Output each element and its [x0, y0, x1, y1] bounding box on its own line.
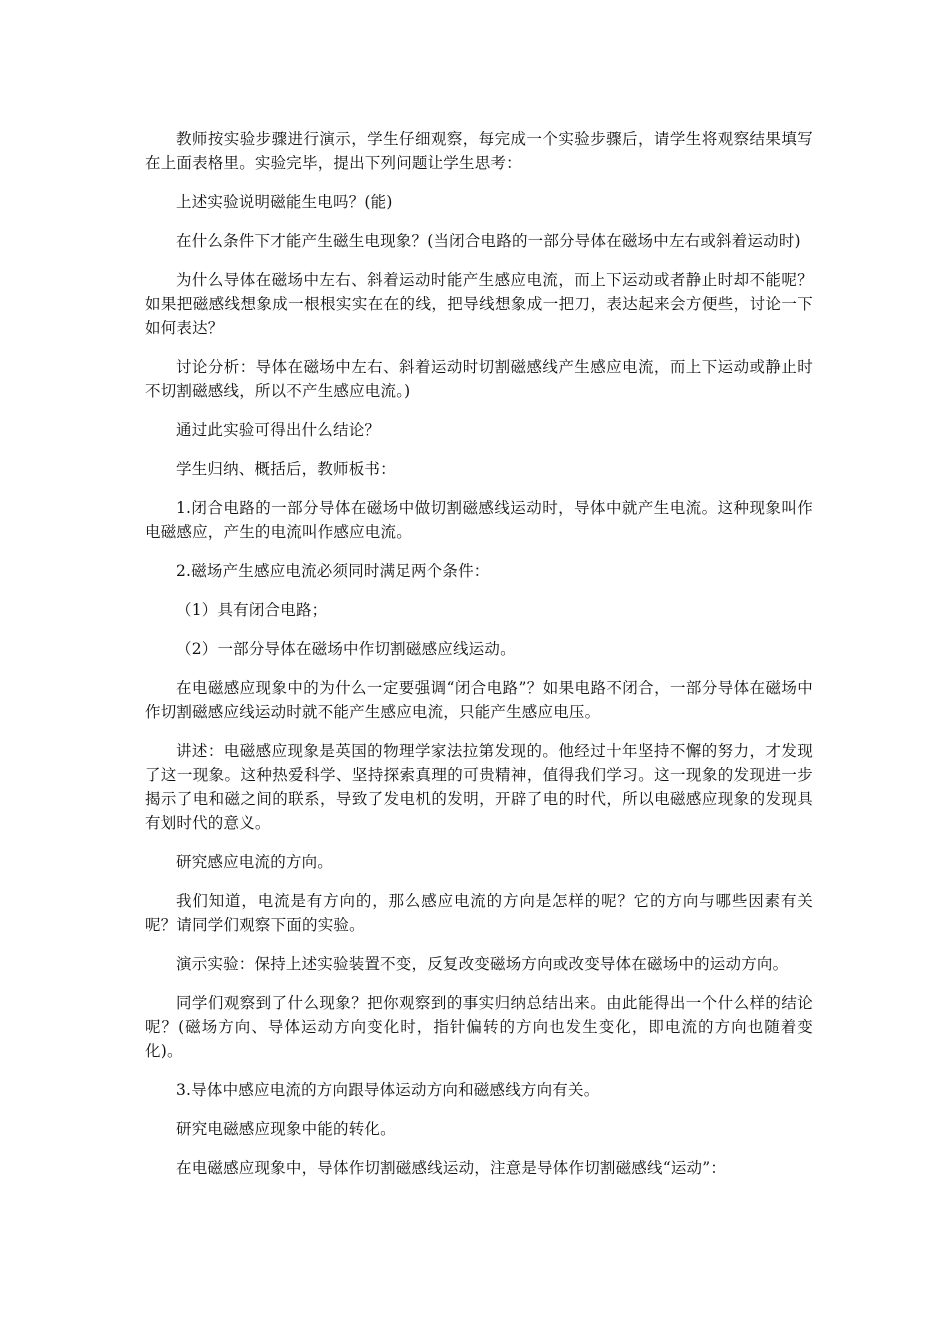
paragraph-16: 演示实验：保持上述实验装置不变，反复改变磁场方向或改变导体在磁场中的运动方向。 [176, 955, 789, 973]
paragraph-20: 在电磁感应现象中，导体作切割磁感线运动，注意是导体作切割磁感线“运动”： [176, 1159, 727, 1177]
paragraph-3: 在什么条件下才能产生磁生电现象？(当闭合电路的一部分导体在磁场中左右或斜着运动时) [176, 232, 801, 250]
conclusion-item-2: 2.磁场产生感应电流必须同时满足两个条件： [176, 562, 490, 580]
paragraph-6: 通过此实验可得出什么结论？ [176, 421, 381, 439]
paragraph-7: 学生归纳、概括后，教师板书： [176, 460, 396, 478]
paragraph-2: 上述实验说明磁能生电吗？(能) [176, 193, 393, 211]
conclusion-item-3: 3.导体中感应电流的方向跟导体运动方向和磁感线方向有关。 [176, 1081, 600, 1099]
paragraph-17: 同学们观察到了什么现象？把你观察到的事实归纳总结出来。由此能得出一个什么样的结论呢？(磁场方向、导体运动方向变化时，指针偏转的方向也发生变化，即电流的方向也随着变化)。 [145, 994, 813, 1060]
paragraph-14: 研究感应电流的方向。 [176, 853, 334, 871]
paragraph-19: 研究电磁感应现象中能的转化。 [176, 1120, 396, 1138]
condition-item-1: （1）具有闭合电路； [176, 601, 328, 619]
paragraph-13: 讲述：电磁感应现象是英国的物理学家法拉第发现的。他经过十年坚持不懈的努力，才发现了这一现象。这种热爱科学、坚持探索真理的可贵精神，值得我们学习。这一现象的发现进一步揭示了电和磁之间的联系，导致了发电机的发明，开辟了电的时代，所以电磁感应现象的发现具有划时代的意义。 [145, 742, 813, 832]
condition-item-2: （2）一部分导体在磁场中作切割磁感应线运动。 [176, 640, 516, 658]
conclusion-item-1: 1.闭合电路的一部分导体在磁场中做切割磁感线运动时，导体中就产生电流。这种现象叫作电磁感应，产生的电流叫作感应电流。 [145, 499, 813, 541]
paragraph-5: 讨论分析：导体在磁场中左右、斜着运动时切割磁感线产生感应电流，而上下运动或静止时不切割磁感线，所以不产生感应电流。) [145, 358, 813, 400]
paragraph-1: 教师按实验步骤进行演示，学生仔细观察，每完成一个实验步骤后，请学生将观察结果填写在上面表格里。实验完毕，提出下列问题让学生思考： [145, 130, 813, 172]
paragraph-15: 我们知道，电流是有方向的，那么感应电流的方向是怎样的呢？它的方向与哪些因素有关呢？请同学们观察下面的实验。 [145, 892, 813, 934]
paragraph-12: 在电磁感应现象中的为什么一定要强调“闭合电路”？如果电路不闭合，一部分导体在磁场中作切割磁感应线运动时就不能产生感应电流，只能产生感应电压。 [145, 679, 813, 721]
document-body [145, 127, 813, 1195]
paragraph-4: 为什么导体在磁场中左右、斜着运动时能产生感应电流，而上下运动或者静止时却不能呢？如果把磁感线想象成一根根实实在在的线，把导线想象成一把刀，表达起来会方便些，讨论一下如何表达？ [145, 271, 813, 337]
